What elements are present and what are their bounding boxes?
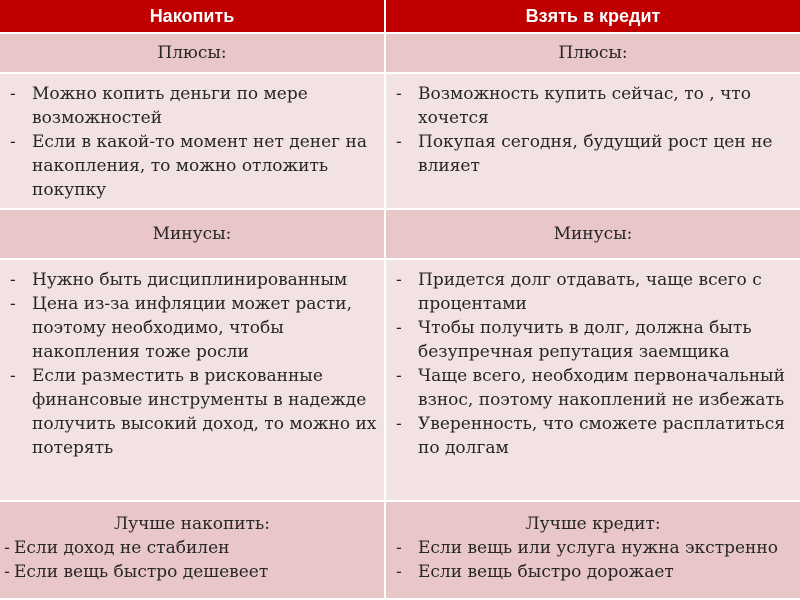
- better-save: [0, 502, 386, 600]
- list-item: - Нужно быть дисциплинированным: [0, 268, 384, 292]
- cons-credit-list: [386, 260, 800, 460]
- list-item: - Можно копить деньги по мере возможностей: [0, 82, 384, 130]
- dash-marker: -: [4, 538, 10, 558]
- list-item: - Покупая сегодня, будущий рост цен не влияет: [386, 130, 800, 178]
- cons-label-credit-text: Минусы:: [553, 224, 633, 244]
- better-credit: [386, 502, 800, 600]
- header-save-label: Накопить: [149, 5, 235, 26]
- better-save-title: Лучше накопить:: [113, 514, 271, 534]
- cons-credit: [386, 260, 800, 502]
- header-save: [0, 0, 386, 34]
- cons-label-save: [0, 210, 386, 260]
- pros-label-credit-text: Плюсы:: [558, 43, 628, 63]
- header-credit-label: Взять в кредит: [525, 5, 661, 26]
- list-item: [0, 560, 384, 584]
- pros-save-list: [0, 74, 384, 202]
- list-item: - Придется долг отдавать, чаще всего с процентами: [386, 268, 800, 316]
- pros-credit-list: [386, 74, 800, 178]
- pros-credit: [386, 74, 800, 210]
- list-item: - Если вещь быстро дорожает: [386, 560, 800, 584]
- list-item-text: Если доход не стабилен: [14, 538, 230, 558]
- list-item-text: Если вещь быстро дешевеет: [14, 562, 269, 582]
- better-save-list: [0, 536, 384, 584]
- list-item: - Возможность купить сейчас, то , что хочется: [386, 82, 800, 130]
- better-credit-list: [386, 536, 800, 584]
- list-item: - Если разместить в рискованные финансовые инструменты в надежде получить высокий доход, то можно их потерять: [0, 364, 384, 460]
- pros-save: [0, 74, 386, 210]
- list-item: - Цена из-за инфляции может расти, поэтому необходимо, чтобы накопления тоже росли: [0, 292, 384, 364]
- list-item: - Если вещь или услуга нужна экстренно: [386, 536, 800, 560]
- pros-label-save-text: Плюсы:: [157, 43, 227, 63]
- pros-label-save: [0, 34, 386, 74]
- list-item: - Чтобы получить в долг, должна быть безупречная репутация заемщика: [386, 316, 800, 364]
- pros-label-credit: [386, 34, 800, 74]
- cons-save-list: [0, 260, 384, 460]
- cons-save: [0, 260, 386, 502]
- better-credit-title: Лучше кредит:: [525, 514, 661, 534]
- dash-marker: -: [4, 562, 10, 582]
- list-item: - Чаще всего, необходим первоначальный взнос, поэтому накоплений не избежать: [386, 364, 800, 412]
- cons-label-save-text: Минусы:: [152, 224, 232, 244]
- cons-label-credit: [386, 210, 800, 260]
- list-item: - Уверенность, что сможете расплатиться по долгам: [386, 412, 800, 460]
- header-credit: [386, 0, 800, 34]
- list-item: - Если в какой-то момент нет денег на накопления, то можно отложить покупку: [0, 130, 384, 202]
- list-item: [0, 536, 384, 560]
